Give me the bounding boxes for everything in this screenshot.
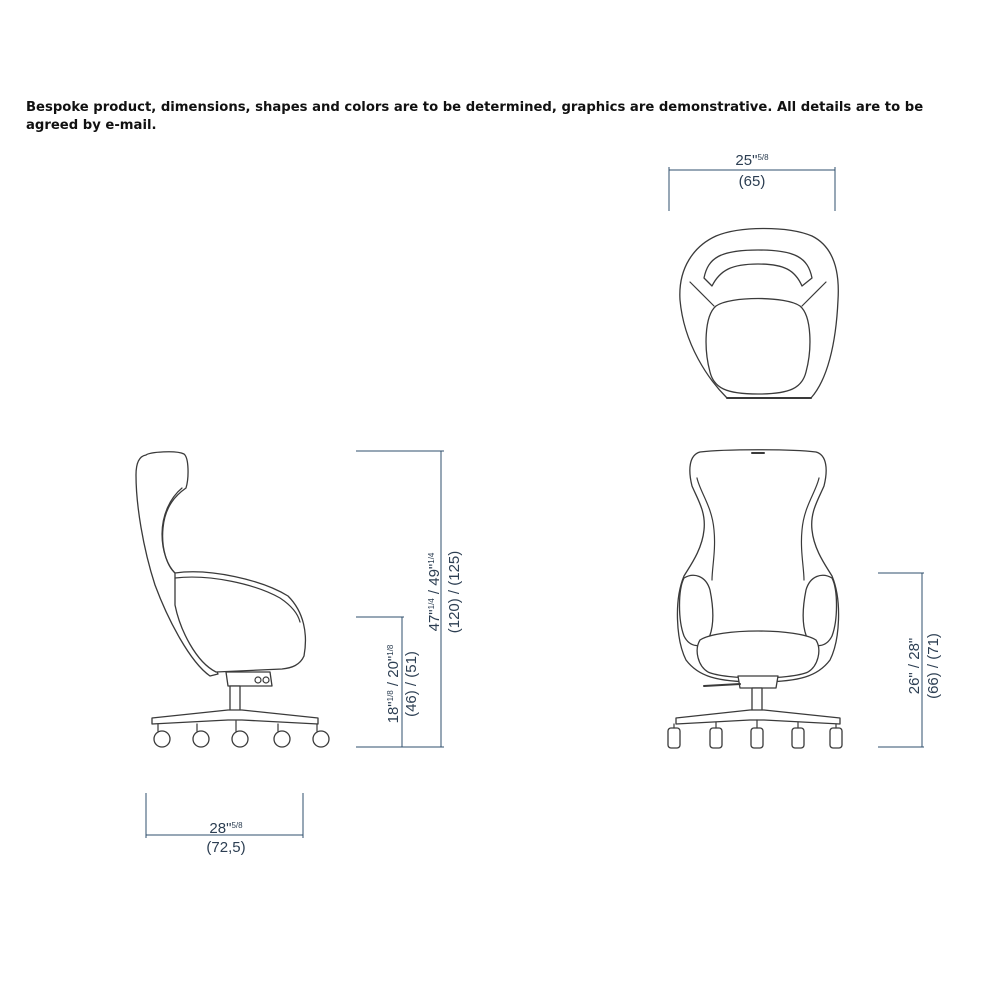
arm-height-imperial: 26" / 28" [906,637,923,695]
side-view-base-legs [152,710,318,724]
side-view-caster-2 [193,731,209,747]
front-view-caster-1 [668,728,680,748]
top-width-imperial: 25"$^{5/8}$ [735,152,769,169]
front-view-right-arm [803,575,836,645]
side-view-caster-3 [232,731,248,747]
front-view [668,450,942,748]
disclaimer-note: Bespoke product, dimensions, shapes and colors are to be determined, graphics are demonstrative. All details are to be agreed by e-mail. [26,100,924,133]
side-view-mechanism [226,672,272,686]
front-view-seat-cushion [697,631,819,678]
front-view-base-legs [676,710,840,724]
seat-height-metric: (46) / (51) [403,651,420,717]
total-height-imperial: 47"$^{1/4}$ / 49"$^{1/4}$ [426,552,443,632]
front-view-caster-2 [710,728,722,748]
seat-height-imperial: 18"$^{1/8}$ / 20"$^{1/8}$ [385,644,402,724]
front-view-gas-column [752,688,762,712]
side-view-caster-4 [274,731,290,747]
side-view-caster-1 [154,731,170,747]
top-width-metric: (65) [738,173,766,190]
top-view-seat [706,299,810,395]
total-height-metric: (120) / (125) [446,550,463,634]
front-view-left-arm [680,575,713,645]
front-view-caster-4 [792,728,804,748]
top-view [669,152,838,398]
front-view-caster-5 [830,728,842,748]
front-view-caster-3 [751,728,763,748]
side-view-caster-5 [313,731,329,747]
front-view-lever [704,684,740,686]
side-view-gas-column [230,686,240,712]
side-depth-metric: (72,5) [206,839,246,856]
front-view-mechanism [738,676,778,688]
arm-height-metric: (66) / (71) [925,633,942,699]
side-depth-imperial: 28"$^{5/8}$ [209,820,243,837]
side-view [136,451,463,856]
